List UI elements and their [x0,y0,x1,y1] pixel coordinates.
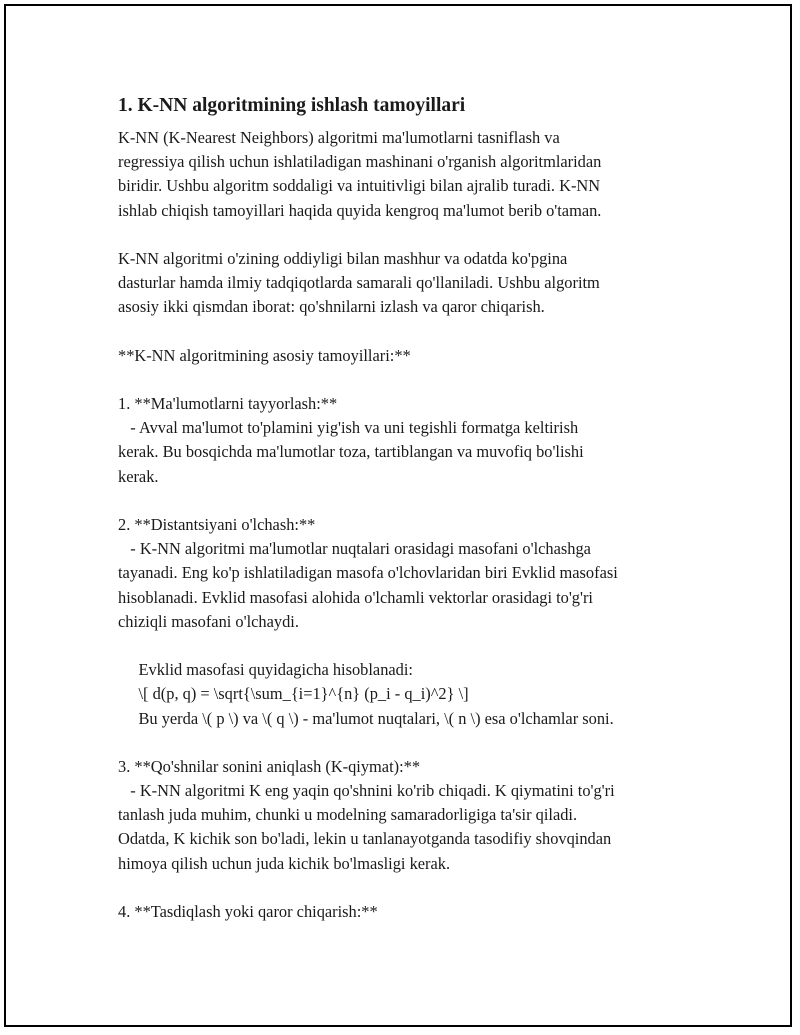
text-line: kerak. Bu bosqichda ma'lumotlar toza, tartiblangan va muvofiq bo'lishi [118,442,584,462]
text-lines [118,126,688,924]
blank-line [118,223,688,247]
text-line: Evklid masofasi quyidagicha hisoblanadi: [118,660,413,680]
text-line: biridir. Ushbu algoritm soddaligi va intuitivligi bilan ajralib turadi. K-NN [118,176,601,196]
text-line: 3. **Qo'shnilar sonini aniqlash (K-qiymat):** [118,756,421,776]
text-line: Bu yerda \( p \) va \( q \) - ma'lumot nuqtalari, \( n \) esa o'lchamlar soni. [118,708,614,728]
section-heading: 1. K-NN algoritmining ishlash tamoyillari [118,95,466,116]
text-line: hisoblanadi. Evklid masofasi alohida o'lchamli vektorlar orasidagi to'g'ri [118,587,593,607]
text-line: himoya qilish uchun juda kichik bo'lmasligi kerak. [118,853,451,873]
text-line: - Avval ma'lumot to'plamini yig'ish va uni tegishli formatga keltirish [118,418,579,438]
text-line: asosiy ikki qismdan iborat: qo'shnilarni izlash va qaror chiqarish. [118,297,545,317]
text-line: K-NN (K-Nearest Neighbors) algoritmi ma'lumotlarni tasniflash va [118,128,560,147]
blank-line [118,634,688,658]
text-line: chiziqli masofani o'lchaydi. [118,611,299,631]
text-line: - K-NN algoritmi K eng yaqin qo'shnini ko'rib chiqadi. K qiymatini to'g'ri [118,781,615,801]
blank-line [118,489,688,513]
text-line: 1. **Ma'lumotlarni tayyorlash:** [118,394,338,414]
blank-line [118,320,688,344]
text-line: K-NN algoritmi o'zining oddiyligi bilan mashhur va odatda ko'pgina [118,248,568,268]
text-line: dasturlar hamda ilmiy tadqiqotlarda samarali qo'llaniladi. Ushbu algoritm [118,273,600,293]
text-line: **K-NN algoritmining asosiy tamoyillari:** [118,345,411,365]
text-line: - K-NN algoritmi ma'lumotlar nuqtalari orasidagi masofani o'lchashga [118,539,591,559]
text-line: \[ d(p, q) = \sqrt{\sum_{i=1}^{n} (p_i - q_i)^2} \] [118,684,469,704]
text-line: Odatda, K kichik son bo'ladi, lekin u tanlanayotganda tasodifiy shovqindan [118,829,612,849]
text-line: 4. **Tasdiqlash yoki qaror chiqarish:** [118,902,378,921]
text-line: tanlash juda muhim, chunki u modelning samaradorligiga ta'sir qiladi. [118,805,578,825]
text-line: kerak. [118,466,159,486]
text-line: tayanadi. Eng ko'p ishlatiladigan masofa o'lchovlaridan biri Evklid masofasi [118,563,618,583]
document-body [118,92,688,924]
blank-line [118,368,688,392]
text-line: regressiya qilish uchun ishlatiladigan mashinani o'rganish algoritmlaridan [118,152,602,172]
blank-line [118,876,688,900]
text-line: ishlab chiqish tamoyillari haqida quyida kengroq ma'lumot berib o'taman. [118,200,602,220]
blank-line [118,731,688,755]
text-line: 2. **Distantsiyani o'lchash:** [118,515,316,534]
